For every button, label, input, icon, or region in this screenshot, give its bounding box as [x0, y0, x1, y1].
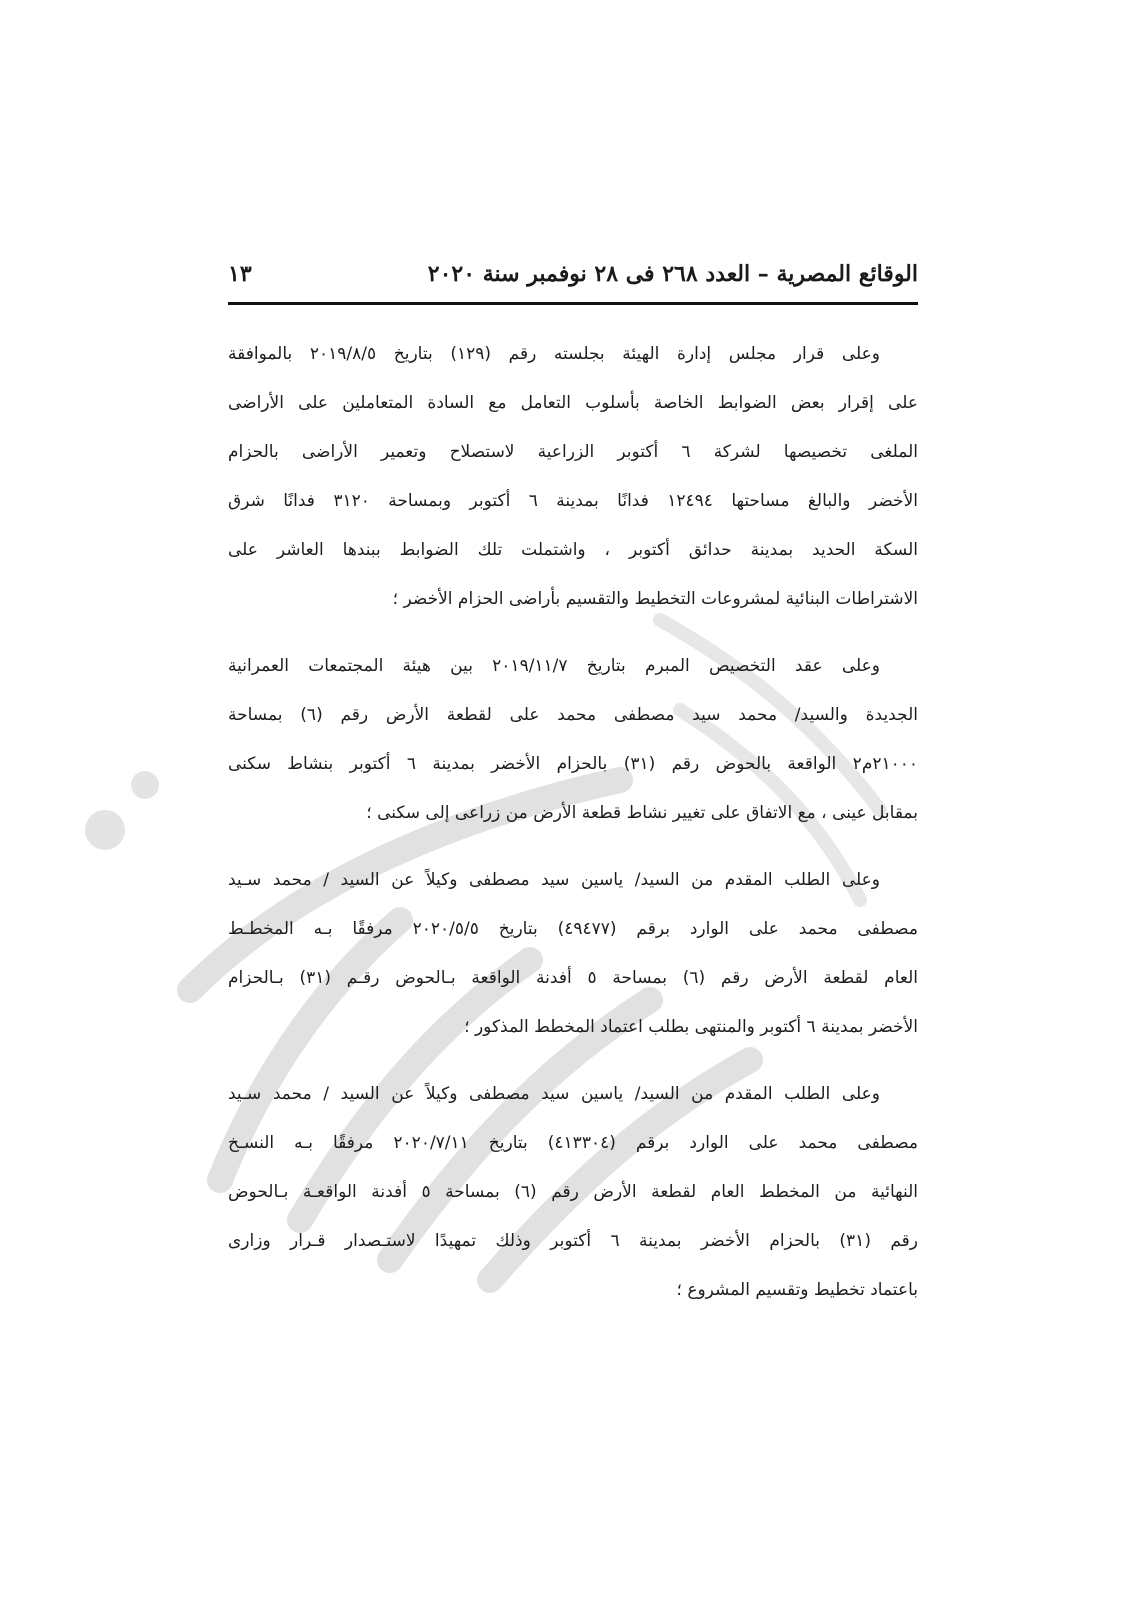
text-line: مصطفى محمد على الوارد برقم (٤١٣٣٠٤) بتاريخ ٢٠٢٠/٧/١١ مرفقًا بـه النسـخ [228, 1133, 918, 1153]
text-line: وعلى قرار مجلس إدارة الهيئة بجلسته رقم (١٢٩) بتاريخ ٢٠١٩/٨/٥ بالموافقة [228, 344, 880, 364]
text-line: بمقابل عينى ، مع الاتفاق على تغيير نشاط قطعة الأرض من زراعى إلى سكنى ؛ [366, 803, 918, 823]
text-line: الاشتراطات البنائية لمشروعات التخطيط والتقسيم بأراضى الحزام الأخضر ؛ [392, 589, 918, 609]
body-text [228, 330, 918, 1333]
text-line: وعلى الطلب المقدم من السيد/ ياسين سيد مصطفى وكيلاً عن السيد / محمد سـيد [228, 1084, 880, 1104]
text-line: الجديدة والسيد/ محمد سيد مصطفى محمد على لقطعة الأرض رقم (٦) بمساحة [228, 705, 918, 725]
text-line: وعلى عقد التخصيص المبرم بتاريخ ٢٠١٩/١١/٧ بين هيئة المجتمعات العمرانية [228, 656, 880, 676]
text-line: الملغى تخصيصها لشركة ٦ أكتوبر الزراعية لاستصلاح وتعمير الأراضى بالحزام [228, 442, 918, 462]
text-line: باعتماد تخطيط وتقسيم المشروع ؛ [676, 1280, 918, 1300]
text-line: على إقرار بعض الضوابط الخاصة بأسلوب التعامل مع السادة المتعاملين على الأراضى [228, 393, 918, 413]
running-header [228, 254, 918, 294]
paragraph-1 [228, 330, 918, 624]
text-line: رقم (٣١) بالحزام الأخضر بمدينة ٦ أكتوبر وذلك تمهيدًا لاستـصدار قـرار وزارى [228, 1231, 918, 1251]
publication-title: الوقائع المصرية – العدد ٢٦٨ فى ٢٨ نوفمبر سنة ٢٠٢٠ [427, 261, 918, 287]
page-number: ١٣ [228, 261, 252, 287]
text-line: مصطفى محمد على الوارد برقم (٤٩٤٧٧) بتاريخ ٢٠٢٠/٥/٥ مرفقًا بـه المخطـط [228, 919, 918, 939]
text-line: الأخضر بمدينة ٦ أكتوبر والمنتهى بطلب اعتماد المخطط المذكور ؛ [464, 1017, 918, 1037]
header-rule [228, 302, 918, 305]
paragraph-3 [228, 856, 918, 1052]
text-line: السكة الحديد بمدينة حدائق أكتوبر ، واشتملت تلك الضوابط ببندها العاشر على [228, 540, 918, 560]
text-line: ٢١٠٠٠م٢ الواقعة بالحوض رقم (٣١) بالحزام الأخضر بمدينة ٦ أكتوبر بنشاط سكنى [228, 754, 918, 774]
text-line: النهائية من المخطط العام لقطعة الأرض رقم (٦) بمساحة ٥ أفدنة الواقعـة بـالحوض [228, 1182, 918, 1202]
text-line: وعلى الطلب المقدم من السيد/ ياسين سيد مصطفى وكيلاً عن السيد / محمد سـيد [228, 870, 880, 890]
text-line: الأخضر والبالغ مساحتها ١٢٤٩٤ فدانًا بمدينة ٦ أكتوبر وبمساحة ٣١٢٠ فدانًا شرق [228, 491, 918, 511]
paragraph-2 [228, 642, 918, 838]
paragraph-4 [228, 1070, 918, 1315]
text-line: العام لقطعة الأرض رقم (٦) بمساحة ٥ أفدنة الواقعة بـالحوض رقـم (٣١) بـالحزام [228, 968, 918, 988]
